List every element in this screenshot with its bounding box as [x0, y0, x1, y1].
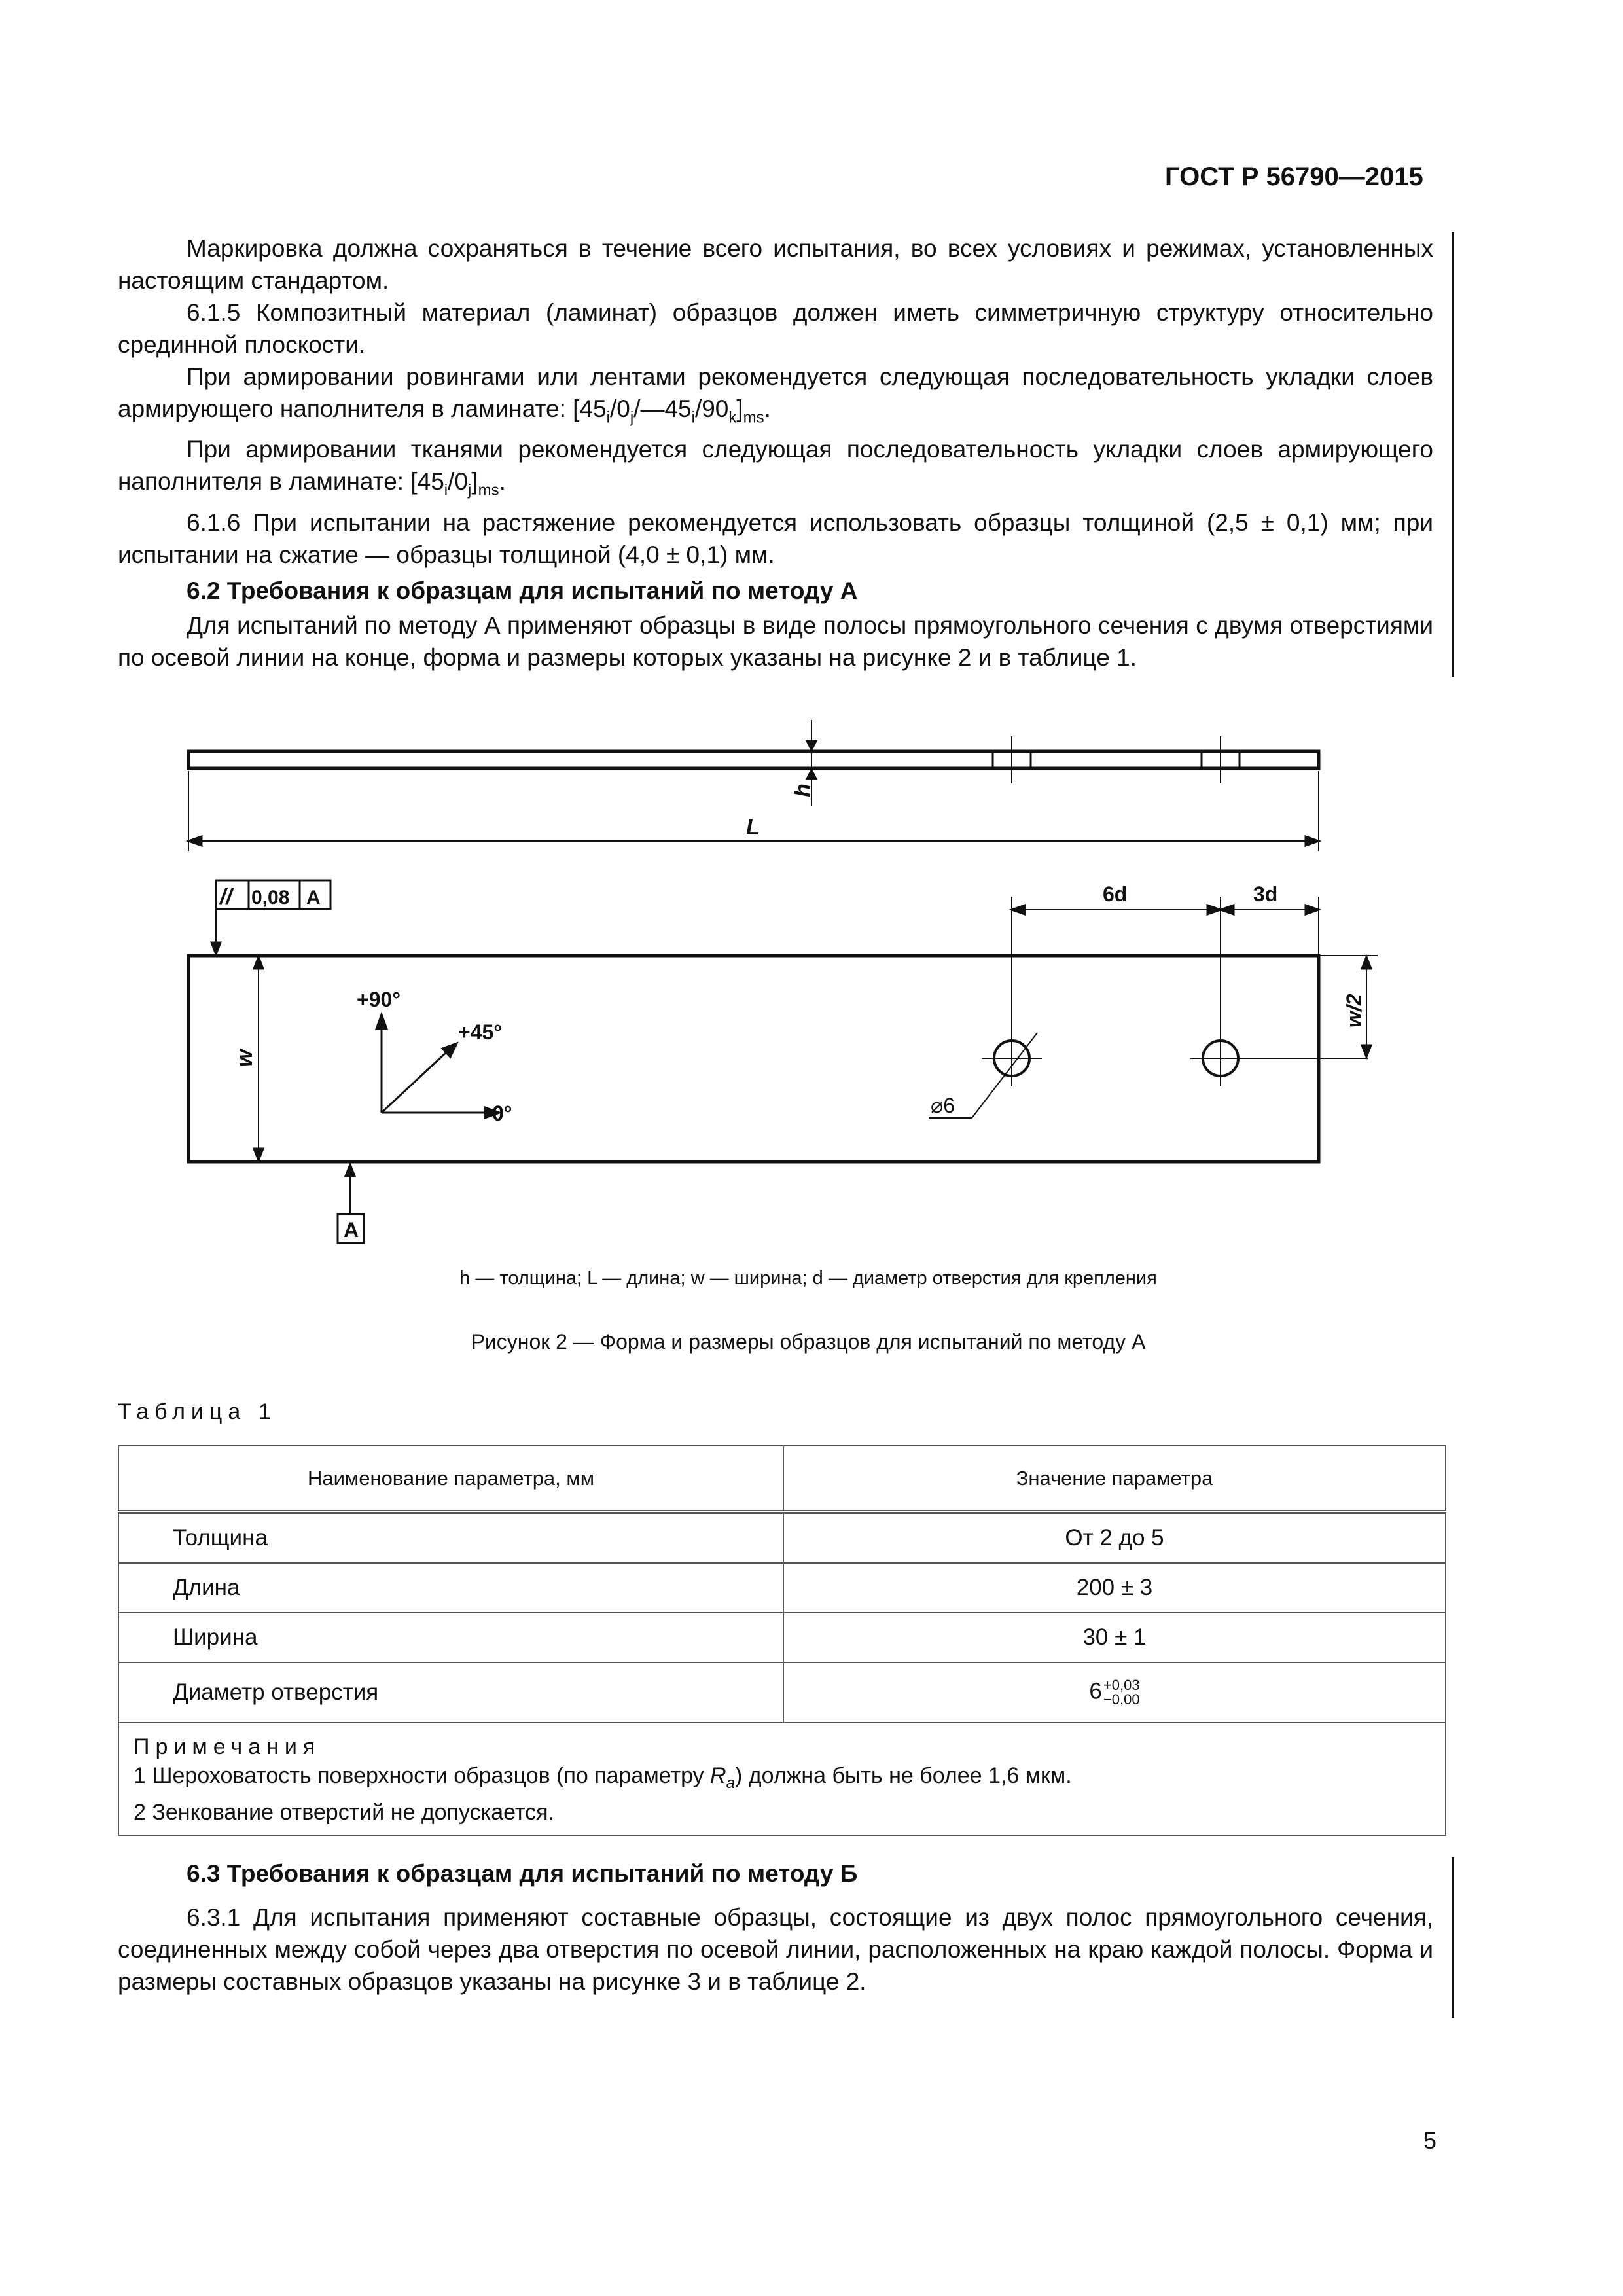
label-L: L	[746, 815, 760, 840]
angle-90-label: +90°	[357, 988, 401, 1011]
figure-legend: h — толщина; L — длина; w — ширина; d — диаметр отверстия для крепления	[459, 1268, 1157, 1289]
paragraph: Маркировка должна сохраняться в течение всего испытания, во всех условиях и режимах, установленных настоящим стандартом.	[118, 235, 1433, 294]
table-header-row	[118, 1446, 1446, 1511]
angle-45-label: +45°	[458, 1020, 503, 1044]
parameters-table	[118, 1445, 1446, 1836]
table-label: Таблица 1	[118, 1399, 277, 1424]
change-bar-top	[1452, 232, 1454, 677]
tolerance-symbol: //	[220, 884, 232, 909]
section-heading-6-2: 6.2 Требования к образцам для испытаний по методу А	[187, 577, 858, 604]
tolerance-upper: +0,03	[1103, 1677, 1140, 1693]
label-w2: w/2	[1342, 994, 1366, 1028]
table-row: Толщина От 2 до 5	[118, 1513, 1446, 1563]
document-id: ГОСТ Р 56790—2015	[1165, 162, 1423, 191]
hole-diameter-value: 6	[1089, 1678, 1102, 1704]
angle-0-label: 0°	[492, 1102, 512, 1125]
note-1: 1 Шероховатость поверхности образцов (по параметру $R_a$) должна быть не более 1,6 мкм.	[134, 1763, 1072, 1792]
section-heading-6-3: 6.3 Требования к образцам для испытаний по методу Б	[187, 1860, 858, 1887]
paragraph: 6.1.6 При испытании на растяжение рекомендуется использовать образцы толщиной (2,5 ± 0,1) мм; при испытании на сжатие — образцы толщиной (4,0 ± 0,1) мм.	[118, 509, 1433, 568]
strip-side-view	[188, 751, 1319, 768]
notes-row	[118, 1723, 1446, 1835]
label-h: h	[791, 783, 815, 797]
table-row: Длина 200 ± 3	[118, 1563, 1446, 1613]
figure-caption: Рисунок 2 — Форма и размеры образцов для испытаний по методу А	[471, 1330, 1146, 1354]
tolerance-datum: A	[306, 887, 321, 908]
label-6d: 6d	[1103, 882, 1128, 906]
hole-diameter-label: ⌀6	[931, 1094, 955, 1117]
paragraph: Для испытаний по методу А применяют образцы в виде полосы прямоугольного сечения с двумя отверстиями по осевой линии на конце, форма и размеры которых указаны на рисунке 2 и в таблице 1.	[118, 611, 1433, 671]
table-row: Ширина 30 ± 1	[118, 1613, 1446, 1662]
page-number: 5	[1423, 2127, 1437, 2154]
change-bar-bottom	[1452, 1857, 1454, 2018]
label-3d: 3d	[1253, 882, 1278, 906]
header-param-value: Значение параметра	[783, 1446, 1446, 1511]
figure-2-drawing	[0, 707, 1623, 1263]
paragraph-formula-1: При армировании ровингами или лентами рекомендуется следующая последовательность укладки слоев армирующего наполнителя в ламинате: $[45_i/0_j/—45_i/90_k]_{ms}$.	[118, 363, 1433, 427]
notes-title: Примечания	[134, 1734, 321, 1759]
note-2: 2 Зенкование отверстий не допускается.	[134, 1799, 554, 1825]
strip-plan-view	[188, 956, 1319, 1162]
paragraph: 6.3.1 Для испытания применяют составные образцы, состоящие из двух полос прямоугольного сечения, соединенных между собой через два отверстия по осевой линии, расположенных на краю каждой полосы. Форма и размеры составных образцов указаны на рисунке 3 и в таблице 2.	[118, 1904, 1433, 1995]
paragraph-formula-2: При армировании тканями рекомендуется следующая последовательность укладки слоев армирующего наполнителя в ламинате: $[45_i/0_j]_{ms}$.	[118, 436, 1433, 499]
tolerance-lower: −0,00	[1103, 1691, 1140, 1708]
datum-label: A	[344, 1218, 359, 1242]
body-text-top	[118, 232, 1433, 673]
paragraph: 6.1.5 Композитный материал (ламинат) образцов должен иметь симметричную структуру относительно срединной плоскости.	[118, 299, 1433, 358]
header-param-name: Наименование параметра, мм	[118, 1446, 783, 1511]
table-row: Диаметр отверстия 6 +0,03 −0,00	[118, 1662, 1446, 1723]
label-w: w	[232, 1049, 257, 1067]
tolerance-value: 0,08	[251, 887, 290, 908]
body-text-bottom	[118, 1857, 1433, 1998]
